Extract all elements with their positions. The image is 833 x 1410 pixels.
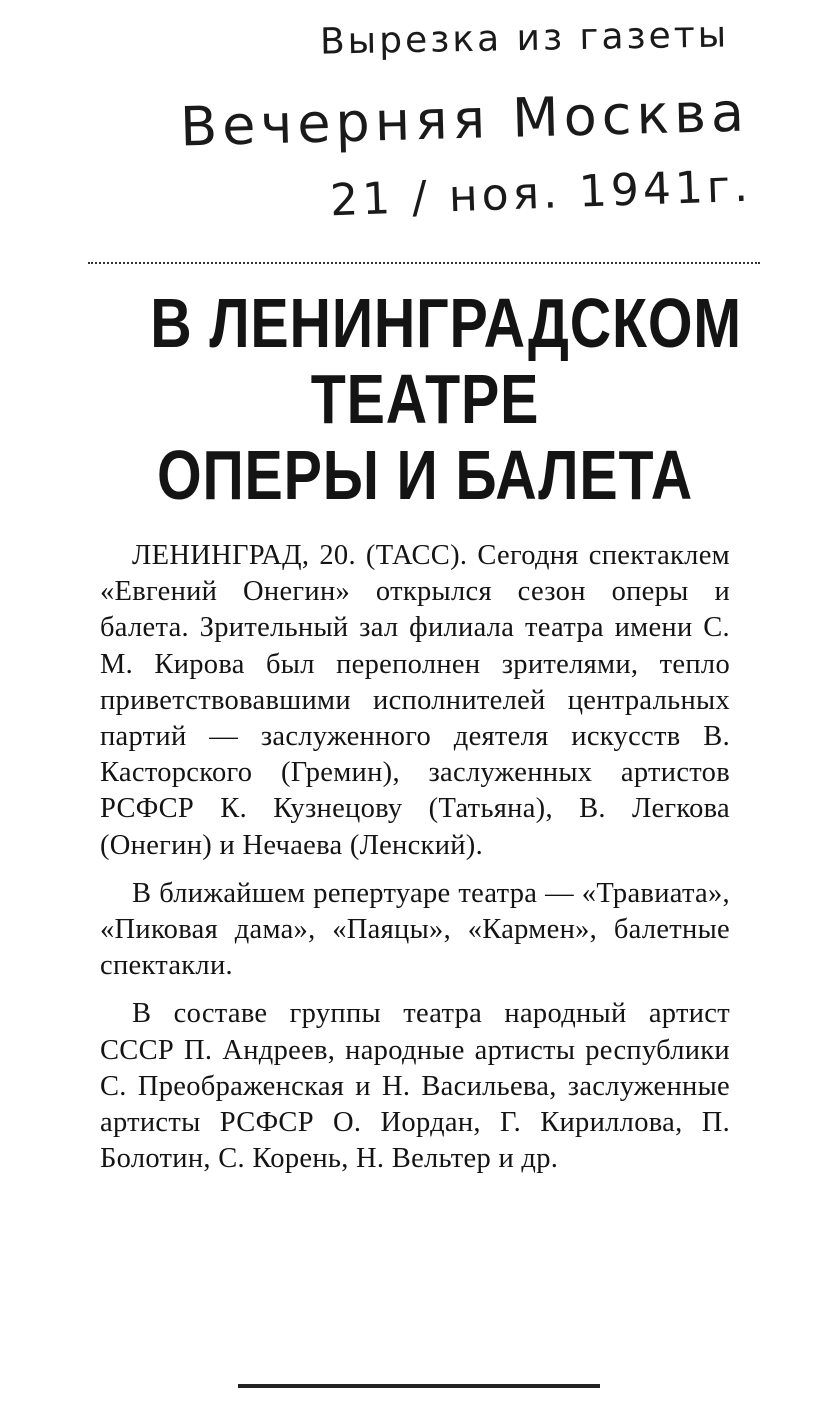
article-body — [100, 538, 730, 1177]
top-divider — [88, 262, 760, 264]
article-headline — [150, 284, 742, 514]
headline-line-1: В ЛЕНИНГРАДСКОМ — [150, 284, 742, 362]
note-source-label: Вырезка из газеты — [319, 14, 730, 63]
bottom-divider — [238, 1384, 600, 1388]
headline-line-3: ОПЕРЫ И БАЛЕТА — [157, 436, 693, 514]
article-paragraph-1: ЛЕНИНГРАД, 20. (ТАСС). Сегодня спектаклем «Евгений Онегин» открылся сезон оперы и балета. Зрительный зал филиала театра имени С. М. Кирова был переполнен зрителями, тепло приветствовавшими исполнителей центральных партий — заслуженного деятеля искусств В. Касторского (Гремин), заслуженных артистов РСФСР К. Кузнецову (Татьяна), В. Легкова (Онегин) и Нечаева (Ленский). — [100, 540, 730, 861]
article-paragraph-3: В составе группы театра народный артист СССР П. Андреев, народные артисты республики С. Преображенская и Н. Васильева, заслуженные артисты РСФСР О. Иордан, Г. Кириллова, П. Болотин, С. Корень, Н. Вельтер и др. — [100, 998, 730, 1175]
note-date: 21 / ноя. 1941г. — [329, 160, 753, 227]
article-paragraph-2: В ближайшем репертуаре театра — «Травиата», «Пиковая дама», «Паяцы», «Кармен», балетные спектакли. — [100, 877, 730, 982]
note-newspaper-name: Вечерняя Москва — [179, 80, 750, 159]
headline-line-2: ТЕАТРЕ — [310, 360, 540, 438]
